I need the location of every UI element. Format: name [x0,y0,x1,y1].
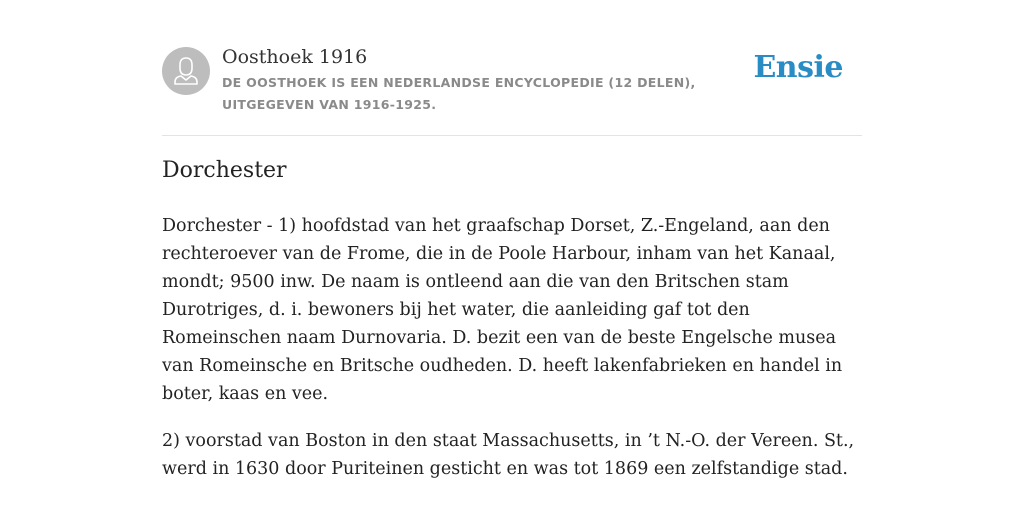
article-paragraph: Dorchester - 1) hoofdstad van het graafschap Dorset, Z.-Engeland, aan den rechteroever van de Frome, die in de Poole Harbour, inham van het Kanaal, mondt; 9500 inw. De naam is ontleend aan die van den Britschen stam Durotriges, d. i. bewoners bij het water, die aanleiding gaf tot den Romeinschen naam Durnovaria. D. bezit een van de beste Engelsche musea van Romeinsche en Britsche oudheden. D. heeft lakenfabrieken en handel in boter, kaas en vee. [162,216,843,404]
article-title: Dorchester [162,158,287,183]
user-icon [162,47,210,95]
source-header [162,44,862,118]
brand-logo[interactable]: Ensie [753,50,843,85]
avatar[interactable] [162,47,210,95]
article-body [162,212,867,502]
divider [162,135,862,136]
article-paragraph: 2) voorstad van Boston in den staat Massachusetts, in ’t N.-O. der Vereen. St., werd in 1630 door Puriteinen gesticht en was tot 1869 een zelfstandige stad. [162,431,855,479]
source-description: DE OOSTHOEK IS EEN NEDERLANDSE ENCYCLOPEDIE (12 DELEN), UITGEGEVEN VAN 1916-1925. [222,75,696,112]
source-name[interactable]: Oosthoek 1916 [222,46,368,68]
